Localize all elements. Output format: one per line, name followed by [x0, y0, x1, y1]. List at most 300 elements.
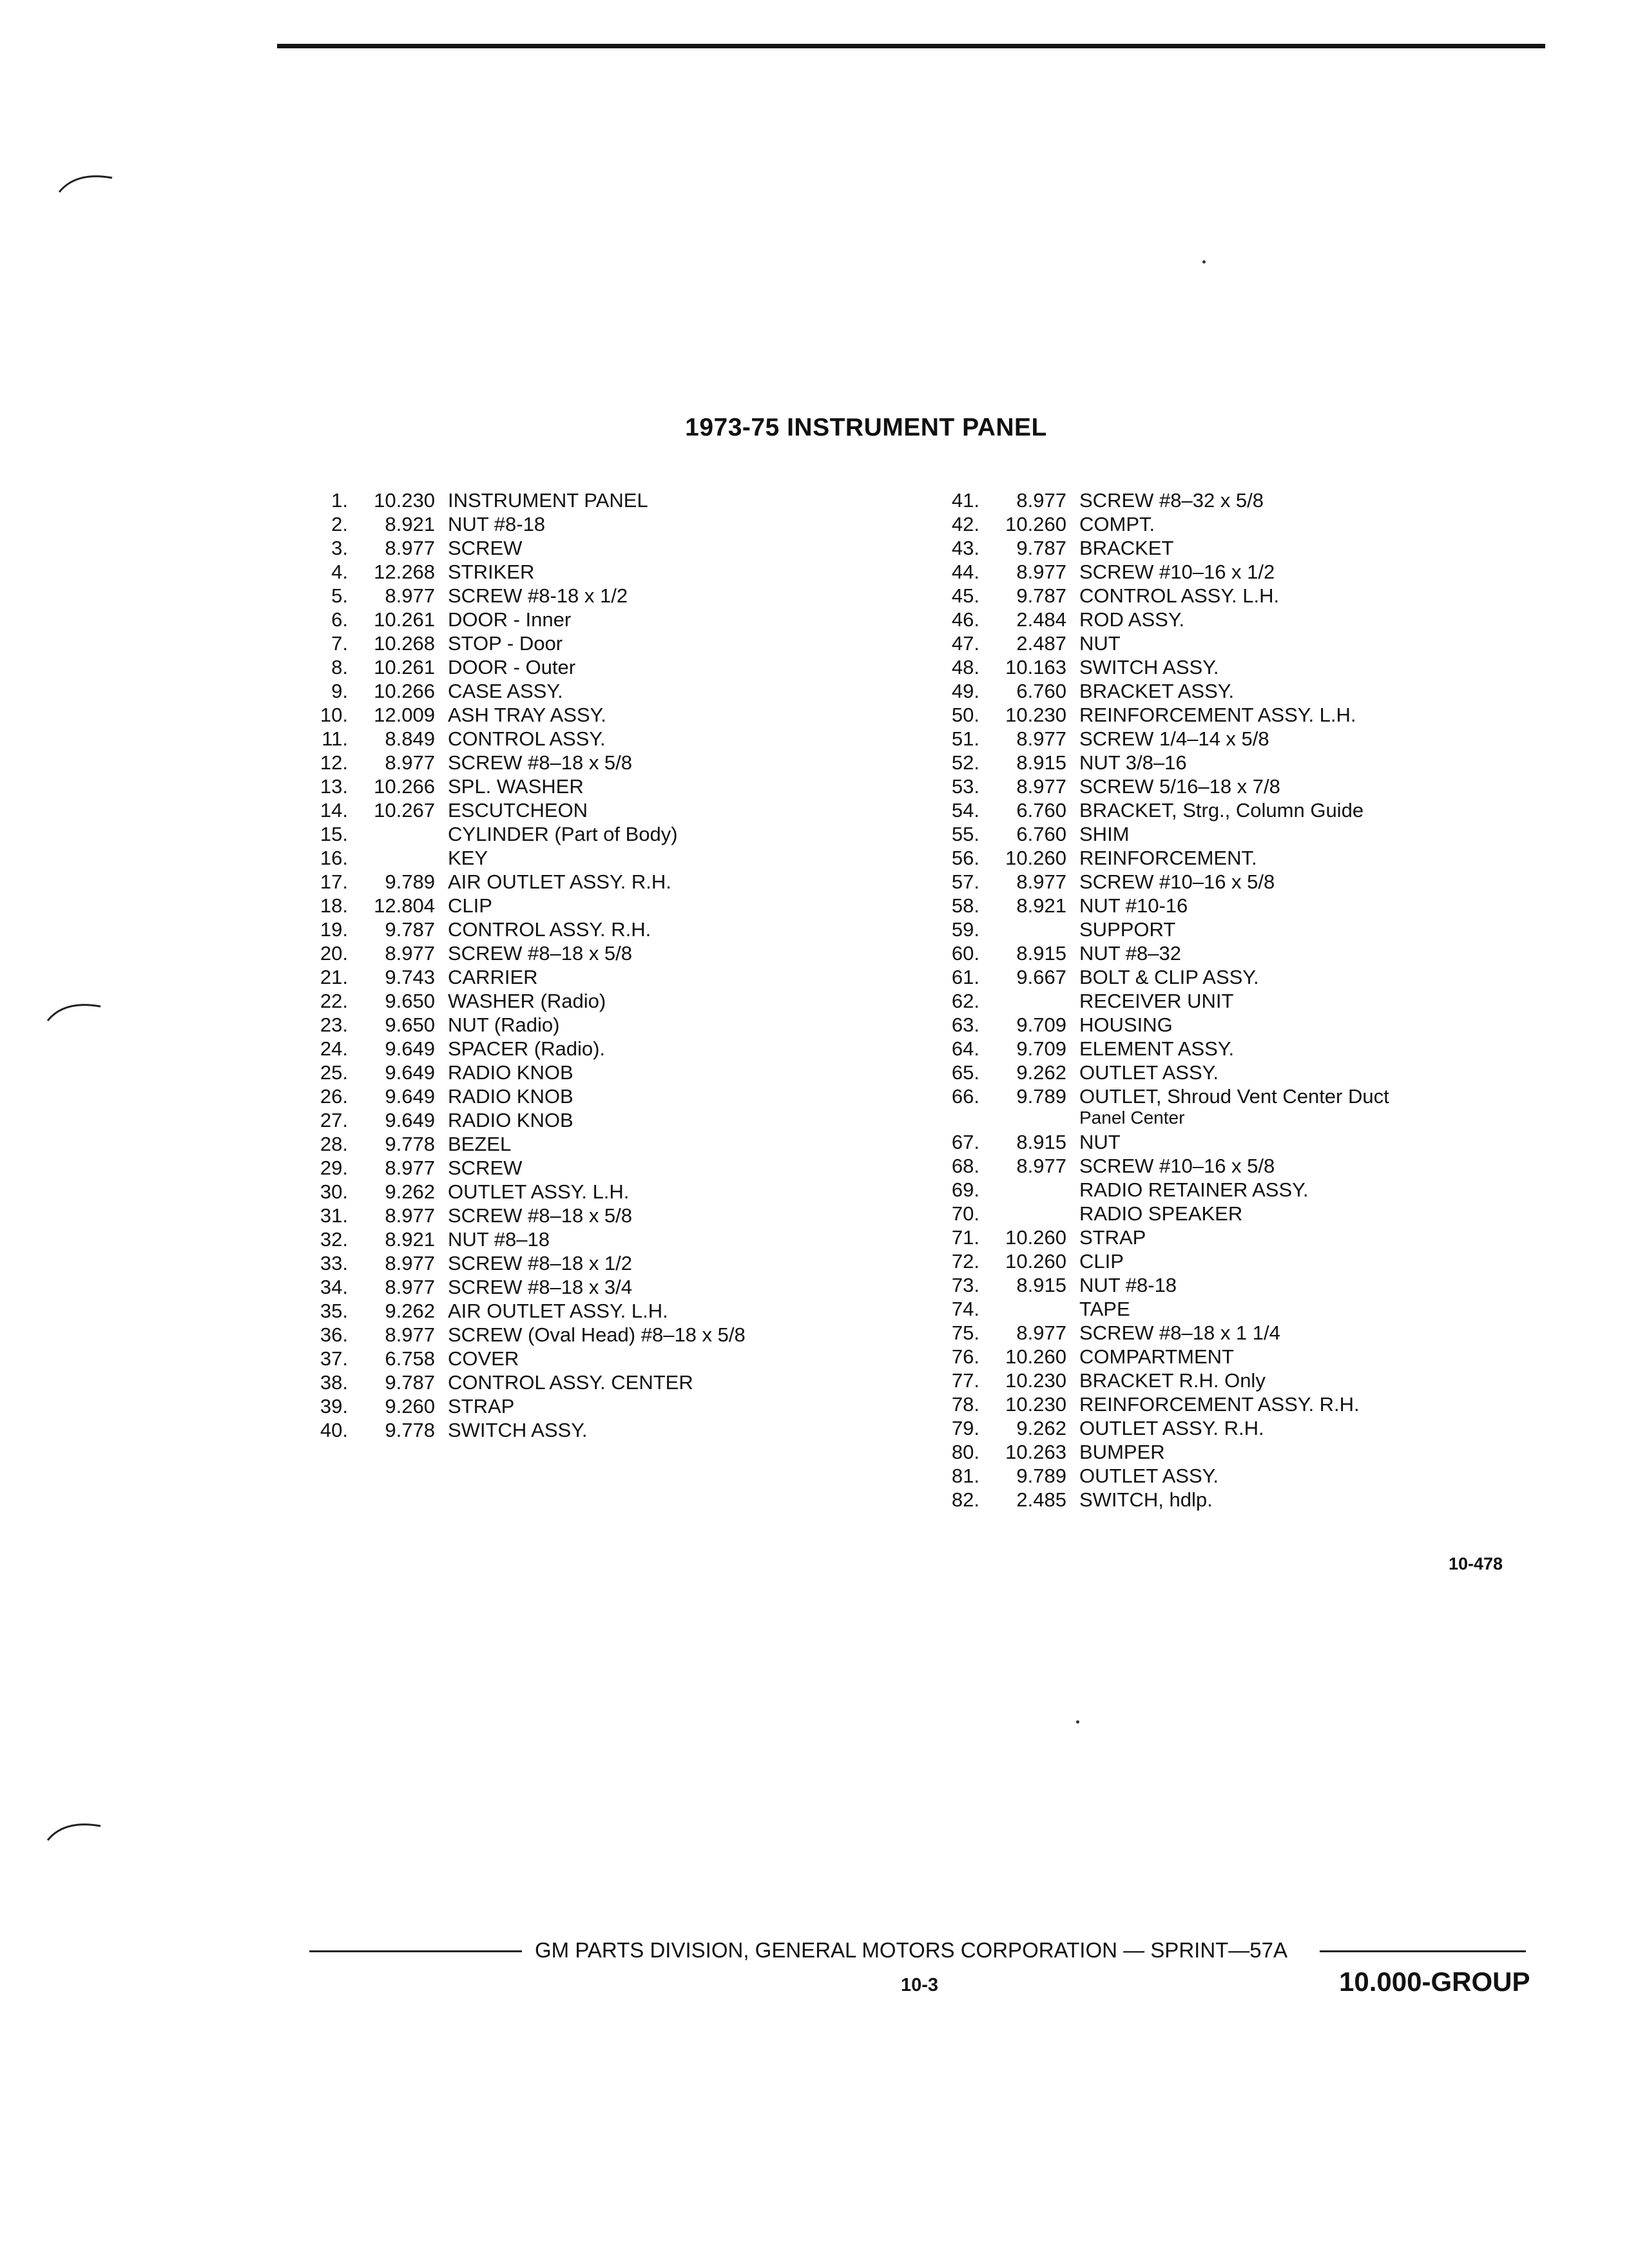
item-number: 65.: [951, 1061, 979, 1084]
margin-hole-mark: [57, 169, 115, 195]
item-group-number: 8.915: [1016, 751, 1066, 774]
item-description: STOP - Door: [448, 632, 563, 655]
footer-text: GM PARTS DIVISION, GENERAL MOTORS CORPORATION — SPRINT—57A: [535, 1938, 1288, 1962]
item-group-number: 10.230: [374, 489, 435, 512]
item-description: CLIP: [1079, 1250, 1124, 1273]
parts-list-item: [934, 1369, 1389, 1392]
parts-list-item: [934, 774, 1389, 798]
item-number: 46.: [951, 608, 979, 631]
parts-list-item: [934, 870, 1389, 894]
item-number: 10.: [320, 704, 348, 726]
item-number: 18.: [320, 894, 348, 917]
item-group-number: 9.789: [385, 870, 435, 893]
page-number: 10-3: [901, 1975, 939, 1995]
item-number: 22.: [320, 990, 348, 1012]
item-description: SCREW 5/16–18 x 7/8: [1079, 775, 1280, 798]
item-description: SWITCH ASSY.: [1079, 656, 1219, 678]
item-description: RECEIVER UNIT: [1079, 990, 1234, 1012]
item-description: REINFORCEMENT.: [1079, 847, 1257, 869]
parts-list-item: [934, 1273, 1389, 1297]
item-description: DOOR - Outer: [448, 656, 576, 678]
item-number: 55.: [951, 823, 979, 845]
footer-rule-left: [309, 1950, 522, 1952]
parts-list-item: [303, 870, 746, 894]
parts-list-item: [934, 631, 1389, 655]
item-number: 34.: [320, 1276, 348, 1298]
item-group-number: 8.977: [385, 942, 435, 965]
item-description: RADIO KNOB: [448, 1085, 574, 1108]
parts-list-item: [303, 774, 746, 798]
item-number: 47.: [951, 632, 979, 655]
parts-list-item: [934, 560, 1389, 584]
item-description: SCREW: [448, 537, 523, 559]
item-group-number: 8.977: [385, 751, 435, 774]
item-description: CLIP: [448, 894, 492, 917]
parts-list-item: [303, 536, 746, 560]
item-number: 36.: [320, 1323, 348, 1346]
item-group-number: 8.977: [385, 537, 435, 559]
item-description: CASE ASSY.: [448, 680, 563, 702]
parts-list-item: [934, 1488, 1389, 1512]
parts-list-item: [934, 1130, 1389, 1154]
item-number: 27.: [320, 1109, 348, 1131]
footer-rule-right: [1320, 1950, 1526, 1952]
parts-list-item: [303, 1370, 746, 1394]
margin-hole-mark: [45, 1817, 103, 1843]
parts-list-item: [303, 679, 746, 703]
parts-list-item: [303, 965, 746, 989]
item-group-number: 12.009: [374, 704, 435, 726]
item-group-number: 9.650: [385, 1014, 435, 1036]
item-description: INSTRUMENT PANEL: [448, 489, 648, 512]
item-group-number: 10.230: [1005, 1393, 1066, 1416]
parts-list-item: [934, 1416, 1389, 1440]
item-description: OUTLET ASSY. R.H.: [1079, 1417, 1264, 1439]
item-group-number: 9.789: [1016, 1085, 1066, 1108]
item-description: NUT #8–18: [448, 1228, 550, 1251]
item-group-number: 6.758: [385, 1347, 435, 1370]
item-description: SCREW #8–18 x 5/8: [448, 751, 633, 774]
item-description: SCREW: [448, 1157, 523, 1179]
parts-list-right: [934, 488, 1389, 1512]
item-number: 73.: [951, 1274, 979, 1296]
item-group-number: 9.262: [385, 1180, 435, 1203]
item-number: 2.: [331, 513, 348, 535]
item-group-number: 9.667: [1016, 966, 1066, 988]
item-number: 24.: [320, 1037, 348, 1060]
item-description: RADIO KNOB: [448, 1109, 574, 1131]
parts-list-item: [934, 989, 1389, 1013]
item-group-number: 10.266: [374, 680, 435, 702]
item-number: 45.: [951, 584, 979, 607]
parts-list-item: [934, 1249, 1389, 1273]
item-description: STRAP: [1079, 1226, 1146, 1249]
item-number: 21.: [320, 966, 348, 988]
item-group-number: 9.778: [385, 1133, 435, 1155]
item-description: BOLT & CLIP ASSY.: [1079, 966, 1259, 988]
item-number: 40.: [320, 1419, 348, 1441]
item-number: 20.: [320, 942, 348, 965]
parts-list-item: [934, 655, 1389, 679]
item-description: SHIM: [1079, 823, 1130, 845]
parts-list-item: [934, 679, 1389, 703]
margin-hole-mark: [45, 997, 103, 1023]
item-description: SCREW (Oval Head) #8–18 x 5/8: [448, 1323, 746, 1346]
parts-list-item: [934, 1297, 1389, 1321]
item-group-number: 10.230: [1005, 1369, 1066, 1392]
item-group-number: 6.760: [1016, 823, 1066, 845]
parts-list-item: [303, 846, 746, 870]
scan-speck: [1076, 1720, 1079, 1724]
item-description: ASH TRAY ASSY.: [448, 704, 606, 726]
parts-list-item: [303, 1061, 746, 1084]
parts-list-item: [934, 608, 1389, 631]
item-description: CONTROL ASSY.: [448, 727, 606, 750]
item-description: NUT #8-18: [1079, 1274, 1177, 1296]
parts-list-item: [303, 1156, 746, 1180]
item-description: RADIO KNOB: [448, 1061, 574, 1084]
parts-list-item: [303, 608, 746, 631]
parts-list-item: [303, 1037, 746, 1061]
item-description: OUTLET ASSY.: [1079, 1061, 1219, 1084]
item-description: SCREW 1/4–14 x 5/8: [1079, 727, 1269, 750]
parts-list-item: [934, 1225, 1389, 1249]
item-group-number: 8.915: [1016, 1131, 1066, 1153]
item-group-number: 10.260: [1005, 513, 1066, 535]
item-group-number: 10.230: [1005, 704, 1066, 726]
item-number: 54.: [951, 799, 979, 822]
item-description: SWITCH ASSY.: [448, 1419, 588, 1441]
parts-list-item: [934, 1321, 1389, 1345]
item-description: CARRIER: [448, 966, 538, 988]
item-number: 32.: [320, 1228, 348, 1251]
item-number: 70.: [951, 1202, 979, 1225]
parts-list-item: [303, 1418, 746, 1442]
item-number: 75.: [951, 1321, 979, 1344]
item-number: 52.: [951, 751, 979, 774]
item-description: NUT #8-18: [448, 513, 546, 535]
item-description: Panel Center: [1079, 1108, 1185, 1128]
item-group-number: 12.804: [374, 894, 435, 917]
item-number: 35.: [320, 1300, 348, 1322]
item-number: 72.: [951, 1250, 979, 1273]
item-number: 49.: [951, 680, 979, 702]
parts-list-item: [303, 1299, 746, 1323]
item-group-number: 9.709: [1016, 1014, 1066, 1036]
parts-list-item: [934, 822, 1389, 846]
item-group-number: 9.743: [385, 966, 435, 988]
parts-list-item: [303, 798, 746, 822]
parts-list-item: [934, 1464, 1389, 1488]
item-description: SCREW #8–18 x 1/2: [448, 1252, 633, 1274]
parts-list-item: [303, 560, 746, 584]
item-description: CONTROL ASSY. R.H.: [448, 918, 651, 941]
item-number: 51.: [951, 727, 979, 750]
parts-list-item: [303, 918, 746, 941]
parts-list-item: [303, 488, 746, 512]
parts-list-item: [303, 1251, 746, 1275]
item-description: SCREW #10–16 x 1/2: [1079, 561, 1275, 583]
item-description: SCREW #10–16 x 5/8: [1079, 870, 1275, 893]
item-description: AIR OUTLET ASSY. R.H.: [448, 870, 671, 893]
item-description: BEZEL: [448, 1133, 512, 1155]
item-description: SPL. WASHER: [448, 775, 584, 798]
parts-list-item: [303, 631, 746, 655]
item-description: TAPE: [1079, 1298, 1130, 1320]
item-group-number: 9.649: [385, 1037, 435, 1060]
item-number: 29.: [320, 1157, 348, 1179]
item-group-number: 9.787: [1016, 537, 1066, 559]
parts-list-item: [303, 1227, 746, 1251]
item-group-number: 8.921: [1016, 894, 1066, 917]
item-number: 58.: [951, 894, 979, 917]
item-group-number: 9.787: [385, 1371, 435, 1394]
parts-list-item: [303, 1275, 746, 1299]
item-number: 71.: [951, 1226, 979, 1249]
parts-list-item: [303, 512, 746, 536]
item-description: SCREW #10–16 x 5/8: [1079, 1155, 1275, 1177]
parts-list-item: [934, 727, 1389, 751]
item-number: 31.: [320, 1204, 348, 1227]
item-group-number: 8.849: [385, 727, 435, 750]
item-number: 68.: [951, 1155, 979, 1177]
parts-list-item: [934, 1061, 1389, 1084]
item-number: 14.: [320, 799, 348, 822]
item-description: BUMPER: [1079, 1441, 1165, 1463]
item-number: 43.: [951, 537, 979, 559]
item-number: 38.: [320, 1371, 348, 1394]
item-group-number: 9.787: [385, 918, 435, 941]
item-group-number: 8.977: [1016, 1155, 1066, 1177]
item-number: 16.: [320, 847, 348, 869]
item-number: 26.: [320, 1085, 348, 1108]
item-group-number: 9.262: [1016, 1061, 1066, 1084]
item-description: DOOR - Inner: [448, 608, 572, 631]
item-number: 39.: [320, 1395, 348, 1418]
item-group-number: 8.977: [385, 1323, 435, 1346]
item-group-number: 6.760: [1016, 799, 1066, 822]
item-description: NUT #8–32: [1079, 942, 1181, 965]
parts-list-item: [934, 1013, 1389, 1037]
item-group-number: 9.778: [385, 1419, 435, 1441]
item-number: 56.: [951, 847, 979, 869]
item-group-number: 8.977: [385, 584, 435, 607]
parts-list-item: [303, 751, 746, 774]
item-description: CONTROL ASSY. L.H.: [1079, 584, 1280, 607]
item-description: ROD ASSY.: [1079, 608, 1185, 631]
item-number: 66.: [951, 1085, 979, 1108]
item-group-number: 10.260: [1005, 1345, 1066, 1368]
item-group-number: 8.915: [1016, 1274, 1066, 1296]
item-number: 62.: [951, 990, 979, 1012]
parts-list-item: [934, 965, 1389, 989]
item-group-number: 8.977: [1016, 775, 1066, 798]
item-group-number: 10.163: [1005, 656, 1066, 678]
parts-list-item: [303, 989, 746, 1013]
item-number: 5.: [331, 584, 348, 607]
item-group-number: 10.261: [374, 608, 435, 631]
parts-list-item: [934, 1345, 1389, 1369]
parts-list-item: [303, 655, 746, 679]
item-number: 1.: [331, 489, 348, 512]
illustration-ref-code: 10-478: [1449, 1554, 1503, 1573]
item-number: 11.: [322, 727, 348, 750]
item-description: BRACKET: [1079, 537, 1174, 559]
parts-list-item: [934, 1154, 1389, 1178]
parts-list-item: [303, 1084, 746, 1108]
item-number: 48.: [951, 656, 979, 678]
item-number: 74.: [951, 1298, 979, 1320]
item-group-number: 10.260: [1005, 847, 1066, 869]
item-description: STRIKER: [448, 561, 535, 583]
item-number: 9.: [331, 680, 348, 702]
item-group-number: 9.649: [385, 1109, 435, 1131]
item-group-number: 8.977: [385, 1157, 435, 1179]
item-description: OUTLET ASSY. L.H.: [448, 1180, 630, 1203]
item-group-number: 9.649: [385, 1085, 435, 1108]
item-number: 69.: [951, 1178, 979, 1201]
parts-list-item: [303, 584, 746, 608]
item-group-number: 10.266: [374, 775, 435, 798]
item-number: 3.: [331, 537, 348, 559]
item-description: SCREW #8–32 x 5/8: [1079, 489, 1264, 512]
item-number: 78.: [951, 1393, 979, 1416]
item-description: WASHER (Radio): [448, 990, 606, 1012]
item-group-number: 12.268: [374, 561, 435, 583]
scan-speck: [1202, 260, 1206, 264]
item-group-number: 9.789: [1016, 1465, 1066, 1487]
item-number: 30.: [320, 1180, 348, 1203]
item-description: NUT: [1079, 632, 1121, 655]
item-description: SCREW #8-18 x 1/2: [448, 584, 628, 607]
item-description: OUTLET, Shroud Vent Center Duct: [1079, 1085, 1389, 1108]
parts-list-item: [934, 751, 1389, 774]
item-number: 8.: [331, 656, 348, 678]
parts-list-left: [303, 488, 746, 1442]
item-number: 33.: [320, 1252, 348, 1274]
item-group-number: 2.487: [1016, 632, 1066, 655]
parts-list-item: [303, 1394, 746, 1418]
item-description: ESCUTCHEON: [448, 799, 588, 822]
parts-list-item: [303, 1108, 746, 1132]
parts-list-item: [934, 488, 1389, 512]
parts-list-item: [934, 941, 1389, 965]
item-number: 25.: [320, 1061, 348, 1084]
item-description: RADIO RETAINER ASSY.: [1079, 1178, 1309, 1201]
item-number: 13.: [320, 775, 348, 798]
item-description: RADIO SPEAKER: [1079, 1202, 1243, 1225]
item-group-number: 2.484: [1016, 608, 1066, 631]
parts-list-item: [934, 846, 1389, 870]
top-rule: [277, 44, 1545, 48]
item-description: STRAP: [448, 1395, 515, 1418]
item-description: SUPPORT: [1079, 918, 1176, 941]
item-description: ELEMENT ASSY.: [1079, 1037, 1235, 1060]
parts-list-item: [303, 703, 746, 727]
item-number: 23.: [320, 1014, 348, 1036]
item-description: COMPT.: [1079, 513, 1155, 535]
item-number: 50.: [951, 704, 979, 726]
parts-list-item: [934, 1392, 1389, 1416]
item-number: 80.: [951, 1441, 979, 1463]
item-description: REINFORCEMENT ASSY. L.H.: [1079, 704, 1356, 726]
item-number: 77.: [951, 1369, 979, 1392]
parts-list-item: [303, 894, 746, 918]
item-number: 60.: [951, 942, 979, 965]
item-group-number: 10.261: [374, 656, 435, 678]
item-number: 19.: [320, 918, 348, 941]
item-description: CYLINDER (Part of Body): [448, 823, 678, 845]
parts-list-item: [303, 727, 746, 751]
item-description: AIR OUTLET ASSY. L.H.: [448, 1300, 668, 1322]
parts-list-item: [934, 1108, 1389, 1130]
parts-list-item: [934, 918, 1389, 941]
item-number: 15.: [320, 823, 348, 845]
item-description: CONTROL ASSY. CENTER: [448, 1371, 693, 1394]
item-group-number: 8.977: [385, 1204, 435, 1227]
item-group-number: 6.760: [1016, 680, 1066, 702]
item-description: NUT #10-16: [1079, 894, 1188, 917]
item-number: 17.: [320, 870, 348, 893]
item-number: 7.: [331, 632, 348, 655]
item-description: COVER: [448, 1347, 519, 1370]
parts-list-item: [934, 1037, 1389, 1061]
parts-list-item: [303, 1180, 746, 1204]
item-group-number: 8.977: [1016, 1321, 1066, 1344]
item-group-number: 10.260: [1005, 1226, 1066, 1249]
item-group-number: 8.977: [1016, 489, 1066, 512]
item-description: SPACER (Radio).: [448, 1037, 606, 1060]
item-number: 37.: [320, 1347, 348, 1370]
item-number: 42.: [951, 513, 979, 535]
parts-list-item: [934, 536, 1389, 560]
item-group-number: 8.921: [385, 513, 435, 535]
item-number: 41.: [951, 489, 979, 512]
item-group-number: 10.267: [374, 799, 435, 822]
parts-list-item: [934, 1440, 1389, 1464]
item-description: SWITCH, hdlp.: [1079, 1488, 1213, 1511]
item-description: SCREW #8–18 x 3/4: [448, 1276, 633, 1298]
parts-list-item: [303, 1347, 746, 1370]
item-description: HOUSING: [1079, 1014, 1173, 1036]
item-description: KEY: [448, 847, 488, 869]
item-group-number: 9.262: [385, 1300, 435, 1322]
parts-list-item: [303, 1204, 746, 1227]
item-description: SCREW #8–18 x 5/8: [448, 942, 633, 965]
item-description: NUT (Radio): [448, 1014, 560, 1036]
parts-list-item: [934, 703, 1389, 727]
item-number: 59.: [951, 918, 979, 941]
item-group-number: 8.977: [1016, 561, 1066, 583]
item-number: 4.: [331, 561, 348, 583]
item-description: REINFORCEMENT ASSY. R.H.: [1079, 1393, 1360, 1416]
item-group-number: 8.977: [1016, 727, 1066, 750]
item-group-number: 2.485: [1016, 1488, 1066, 1511]
parts-list-item: [303, 1323, 746, 1347]
item-number: 61.: [951, 966, 979, 988]
item-description: BRACKET ASSY.: [1079, 680, 1235, 702]
page-title: 1973-75 INSTRUMENT PANEL: [685, 414, 1047, 441]
parts-list-item: [303, 1132, 746, 1156]
item-number: 63.: [951, 1014, 979, 1036]
parts-list-item: [303, 1013, 746, 1037]
parts-list-item: [303, 941, 746, 965]
item-group-number: 9.650: [385, 990, 435, 1012]
item-description: SCREW #8–18 x 5/8: [448, 1204, 633, 1227]
group-label: 10.000-GROUP: [1339, 1966, 1530, 1997]
item-number: 81.: [951, 1465, 979, 1487]
parts-list-item: [934, 894, 1389, 918]
